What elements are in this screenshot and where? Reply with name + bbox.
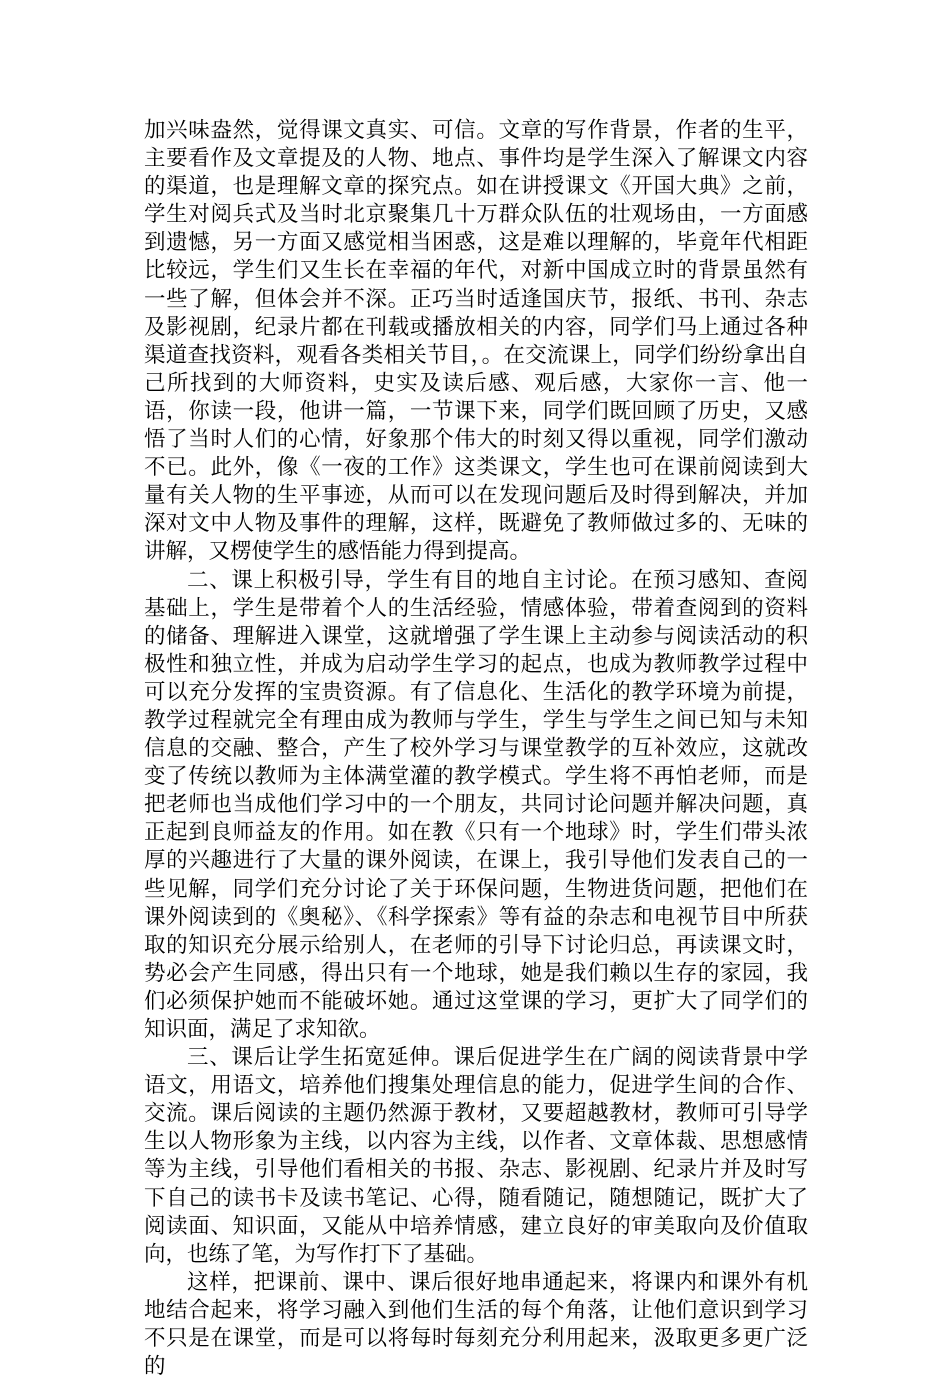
paragraph-section-two: 二、课上积极引导，学生有目的地自主讨论。在预习感知、查阅 基础上，学生是带着个人的生活经验，情感体验，带着查阅到的资料的储备、理解进入课堂，这就增强了学生课上主动参与阅读活动的积极性和独立性，并成为启动学生学习的起点，也成为教师教学过程中可以充分发挥的宝贵资源。有了信息化、生活化的教学环境为前提，教学过程就完全有理由成为教师与学生，学生与学生之间已知与未知信息的交融、整合，产生了校外学习与课堂教学的互补效应，这就改变了传统以教师为主体满堂灌的教学模式。学生将不再怕老师，而是把老师也当成他们学习中的一个朋友，共同讨论问题并解决问题，真正起到良师益友的作用。如在教《只有一个地球》时，学生们带头浓厚的兴趣进行了大量的课外阅读，在课上，我引导他们发表自己的一些见解，同学们充分讨论了关于环保问题，生物进货问题，把他们在课外阅读到的《奥秘》、《科学探索》等有益的杂志和电视节目中所获取的知识充分展示给别人，在老师的引导下讨论归总，再读课文时，势必会产生同感，得出只有一个地球，她是我们赖以生存的家园，我们必须保护她而不能破坏她。通过这堂课的学习，更扩大了同学们的知识面，满足了求知欲。 — [144, 567, 808, 1042]
paragraph-section-three: 三、课后让学生拓宽延伸。课后促进学生在广阔的阅读背景中学语文，用语文，培养他们搜集处理信息的能力，促进学生间的合作、交流。课后阅读的主题仍然源于教材，又要超越教材，教师可引导学生以人物形象为主线，以内容为主线，以作者、文章体裁、思想感情等为主线，引导他们看相关的书报、杂志、影视剧、纪录片并及时写下自己的读书卡及读书笔记、心得，随看随记，随想随记，既扩大了阅读面、知识面，又能从中培养情感，建立良好的审美取向及价值取向，也练了笔，为写作打下了基础。 — [144, 1045, 808, 1267]
paragraph-conclusion: 这样，把课前、课中、课后很好地串通起来，将课内和课外有机地结合起来，将学习融入到他们生活的每个角落，让他们意识到学习不只是在课堂，而是可以将每时每刻充分利用起来，汲取更多更广泛的 — [144, 1269, 808, 1380]
paragraph-continuation: 加兴味盎然，觉得课文真实、可信。文章的写作背景，作者的生平，主要看作及文章提及的人物、地点、事件均是学生深入了解课文内容的渠道，也是理解文章的探究点。如在讲授课文《开国大典》之前，学生对阅兵式及当时北京聚集几十万群众队伍的壮观场由，一方面感到遗憾，另一方面又感觉相当困惑，这是难以理解的，毕竟年代相距比较远，学生们又生长在幸福的年代，对新中国成立时的背景虽然有一些了解，但体会并不深。正巧当时适逢国庆节，报纸、书刊、杂志及影视剧，纪录片都在刊载或播放相关的内容，同学们马上通过各种渠道查找资料，观看各类相关节目，。在交流课上，同学们纷纷拿出自己所找到的大师资料，史实及读后感、观后感，大家你一言、他一语，你读一段，他讲一篇，一节课下来，同学们既回顾了历史，又感悟了当时人们的心情，好象那个伟大的时刻又得以重视，同学们激动不已。此外，像《一夜的工作》这类课文，学生也可在课前阅读到大量有关人物的生平事迹，从而可以在发现问题后及时得到解决，并加深对文中人物及事件的理解，这样，既避免了教师做过多的、无味的讲解，又楞使学生的感悟能力得到提高。 — [144, 118, 808, 565]
document-page — [144, 117, 808, 1381]
